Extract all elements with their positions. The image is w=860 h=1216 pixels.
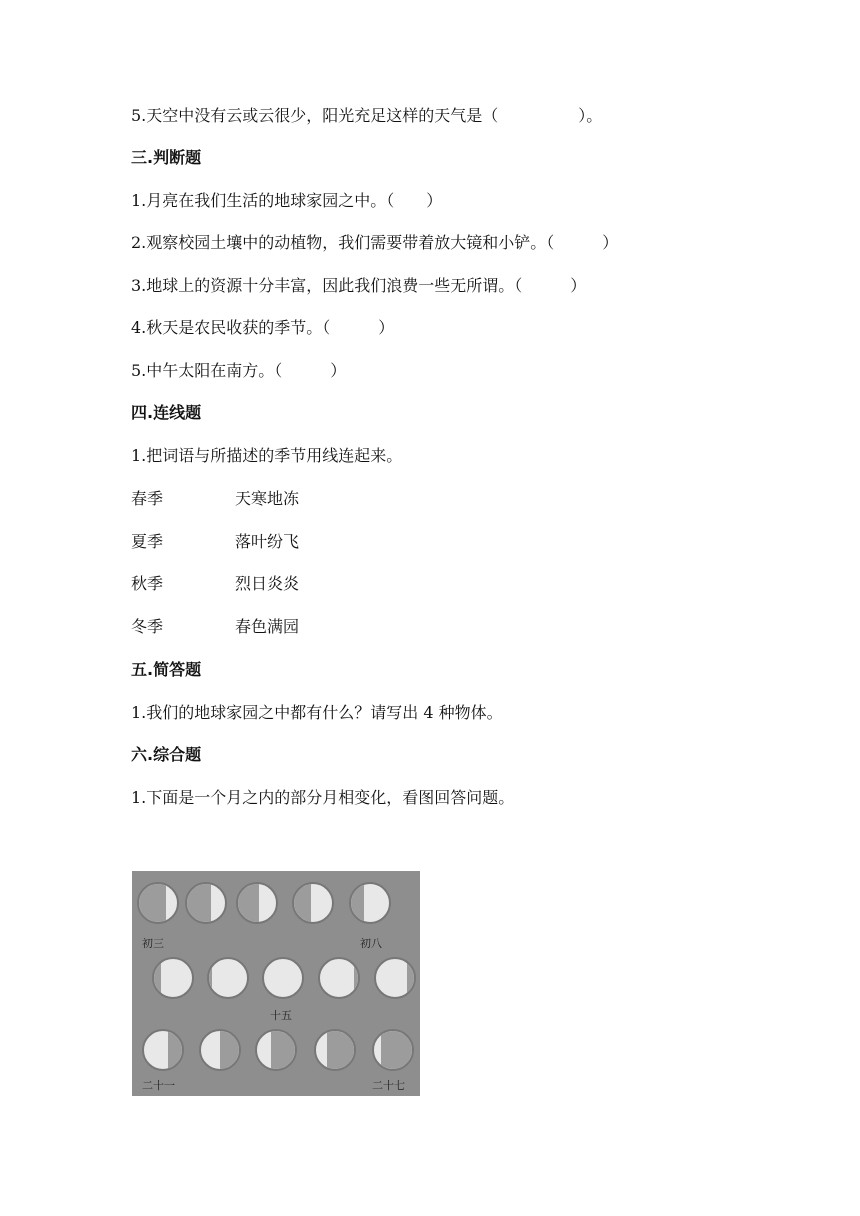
label-day-15: 十五 [270,1009,292,1022]
moon-phase-icon [207,957,249,999]
moon-phase-figure [132,871,420,1096]
description-falling-leaves: 落叶纷飞 [235,532,300,551]
moon-phase-icon [372,1029,414,1071]
label-day-3: 初三 [142,937,164,950]
moon-phase-icon [199,1029,241,1071]
true-false-question-4: 4.秋天是农民收获的季节。（ ） [131,318,395,337]
moon-phase-icon [292,882,334,924]
moon-phase-icon [185,882,227,924]
matching-row-1 [131,489,300,509]
label-day-21: 二十一 [142,1079,175,1092]
matching-row-3 [131,574,300,594]
fill-blank-question-5: 5.天空中没有云或云很少，阳光充足这样的天气是（ ）。 [131,106,603,125]
true-false-question-1: 1.月亮在我们生活的地球家园之中。（ ） [131,191,443,210]
label-day-27: 二十七 [372,1079,405,1092]
true-false-question-2: 2.观察校园土壤中的动植物，我们需要带着放大镜和小铲。（ ） [131,233,619,252]
season-autumn: 秋季 [131,574,164,593]
description-hot-sun: 烈日炎炎 [235,574,300,593]
description-spring-garden: 春色满园 [235,617,300,636]
section-heading-short-answer: 五.简答题 [131,660,202,679]
label-day-8: 初八 [360,937,382,950]
season-winter: 冬季 [131,617,164,636]
moon-phase-icon [314,1029,356,1071]
short-answer-question-1: 1.我们的地球家园之中都有什么？请写出 4 种物体。 [131,703,503,722]
moon-phase-icon [236,882,278,924]
matching-row-4 [131,617,300,637]
matching-row-2 [131,532,300,552]
moon-phase-icon [137,882,179,924]
section-heading-true-false: 三.判断题 [131,148,202,167]
moon-phase-icon [152,957,194,999]
season-spring: 春季 [131,489,164,508]
description-cold: 天寒地冻 [235,489,300,508]
moon-phase-icon [349,882,391,924]
true-false-question-3: 3.地球上的资源十分丰富，因此我们浪费一些无所谓。（ ） [131,276,587,295]
true-false-question-5: 5.中午太阳在南方。（ ） [131,361,347,380]
moon-phase-icon [262,957,304,999]
moon-phase-icon [374,957,416,999]
matching-question-1: 1.把词语与所描述的季节用线连起来。 [131,446,403,465]
moon-phase-icon [318,957,360,999]
section-heading-matching: 四.连线题 [131,403,202,422]
moon-phase-icon [142,1029,184,1071]
section-heading-comprehensive: 六.综合题 [131,745,202,764]
season-summer: 夏季 [131,532,164,551]
comprehensive-question-1: 1.下面是一个月之内的部分月相变化，看图回答问题。 [131,788,515,807]
moon-phase-icon [255,1029,297,1071]
